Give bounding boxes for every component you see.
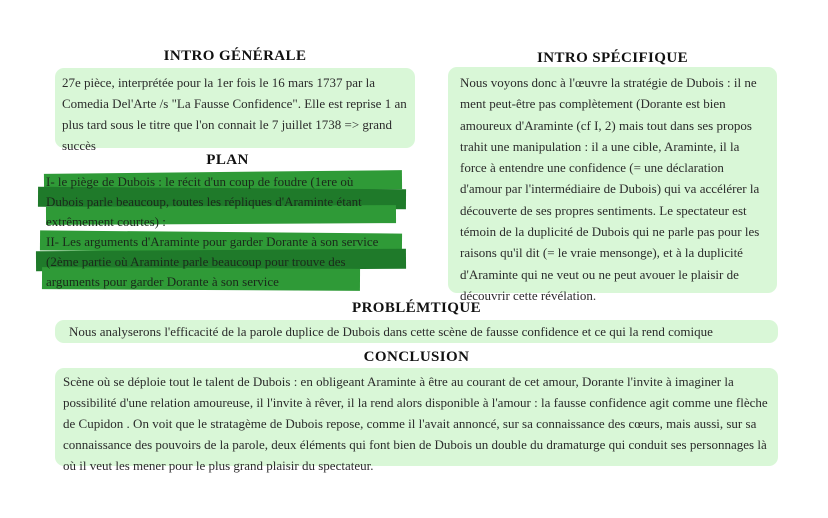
intro-specifique-text: Nous voyons donc à l'œuvre la stratégie de Dubois : il ne ment peut-être pas complètement (Dorante est bien amoureux d'Araminte (cf I, 2) mais tout dans ses propos trahit une manipulation : il a une cible, Araminte, il la force à entendre une confidence (= une déclaration d'amour par l'intermédiaire de Dubois) qui va accélérer la découverte de ses propres sentiments. Le spectateur est témoin de la duplicité de Dubois qui ne parle pas pour les raisons qu'il dit (= le vraie mensonge), et à la duplicité d'Araminte qui ne veut ou ne peut avouer le plaisir de découvrir cette révélation. (460, 75, 760, 303)
plan-list (46, 172, 391, 292)
plan-item-1: I- le piège de Dubois : le récit d'un coup de foudre (1ere où Dubois parle beaucoup, toutes les répliques d'Araminte étant extrêmement courtes) : (46, 174, 362, 229)
plan-heading: PLAN (206, 152, 249, 168)
conclusion-box (55, 368, 778, 473)
conclusion-heading: CONCLUSION (363, 349, 470, 365)
conclusion-text: Scène où se déploie tout le talent de Dubois : en obligeant Araminte à être au courant de cet amour, Dorante l'invite à imaginer la possibilité d'une relation amoureuse, il l'invite à rêver, il la rend alors disponible à l'amour : la fausse confidence agit comme une flèche de Cupidon . On voit que le stratagème de Dubois repose, comme il l'avait annoncé, sur sa connaissance des cœurs, mais aussi, sur sa connaissance des pouvoirs de la parole, deux éléments qui font bien de Dubois un double du dramaturge qui conduit ses personnages là où il veut les mener pour le plus grand plaisir du spectateur. (63, 374, 768, 473)
intro-specifique-heading: INTRO SPÉCIFIQUE (536, 50, 688, 66)
intro-generale-box (55, 68, 415, 153)
intro-generale-heading: INTRO GÉNÉRALE (163, 48, 307, 64)
intro-specifique-box (448, 67, 777, 303)
problematique-text: Nous analyserons l'efficacité de la parole duplice de Dubois dans cette scène de fausse confidence et ce qui la rend comique (69, 324, 713, 339)
problematique-box (55, 320, 778, 343)
problematique-heading: PROBLÉMTIQUE (352, 300, 481, 316)
plan-item-2: II- Les arguments d'Araminte pour garder Dorante à son service (2ème partie où Araminte parle beaucoup pour trouve des arguments pour garder Dorante à son service (46, 234, 379, 289)
intro-generale-text: 27e pièce, interprétée pour la 1er fois le 16 mars 1737 par la Comedia Del'Arte /s "La Fausse Confidence". Elle est reprise 1 an plus tard sous le titre que l'on connait le 7 juillet 1738 => grand succès (62, 75, 407, 153)
